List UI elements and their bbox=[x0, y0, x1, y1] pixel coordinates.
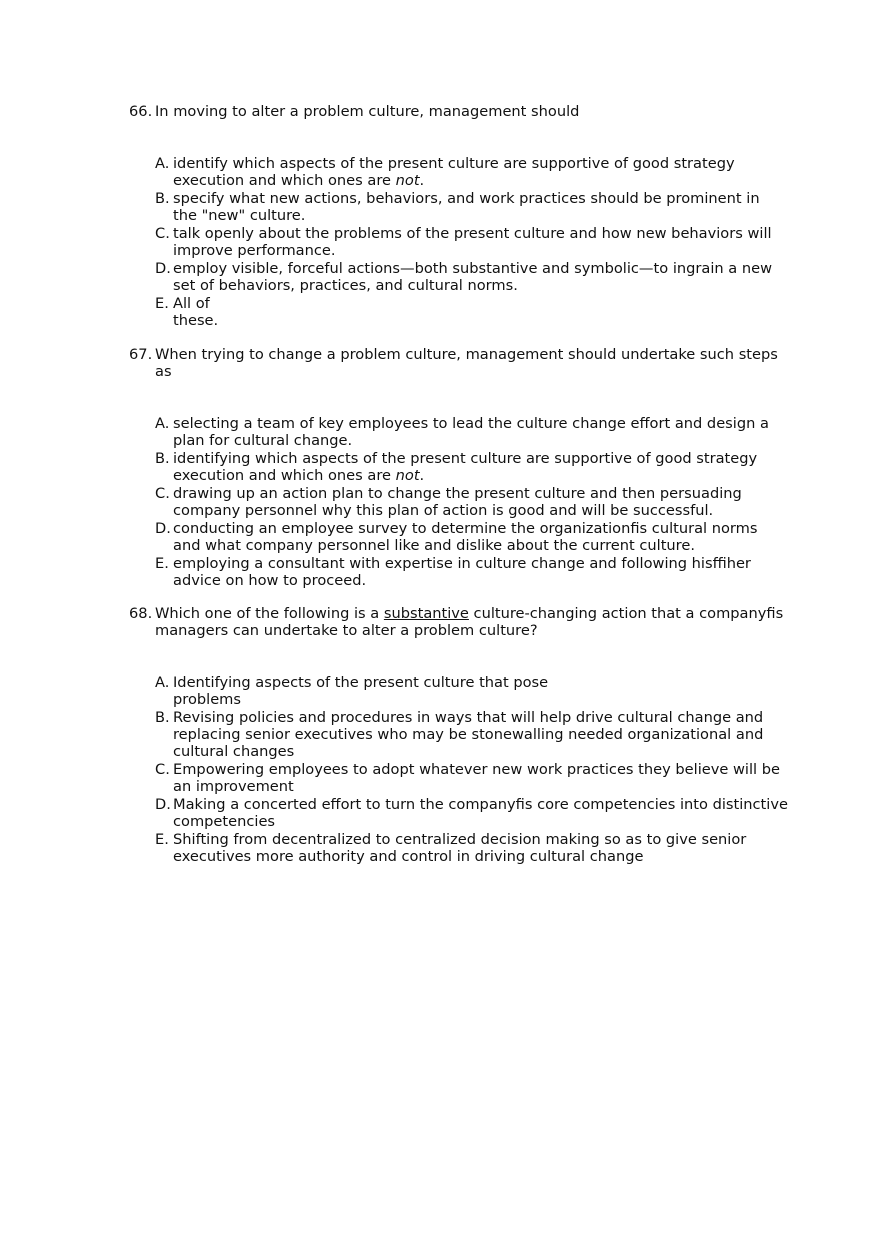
option-text: Making a concerted effort to turn the companyfis core competencies into distinctive competencies bbox=[173, 796, 788, 830]
option-b bbox=[155, 450, 773, 484]
option-a bbox=[155, 155, 743, 189]
option-letter: A. bbox=[155, 415, 170, 432]
option-text: employing a consultant with expertise in culture change and following hisffiher advice on how to proceed. bbox=[173, 555, 751, 589]
option-letter: B. bbox=[155, 709, 170, 726]
option-d bbox=[155, 520, 773, 554]
answer-options bbox=[155, 674, 789, 865]
option-text-line-1: All of bbox=[173, 295, 210, 312]
option-text: identifying which aspects of the present culture are supportive of good strategy execution and which ones are not. bbox=[173, 450, 758, 484]
question-number: 68. bbox=[129, 605, 153, 622]
question-66 bbox=[129, 103, 789, 330]
option-letter: D. bbox=[155, 520, 171, 537]
option-text: Revising policies and procedures in ways that will help drive cultural change and replacing senior executives who may be stonewalling needed organizational and cultural changes bbox=[173, 709, 764, 760]
option-text: conducting an employee survey to determine the organizationfis cultural norms and what company personnel like and dislike about the current culture. bbox=[173, 520, 758, 554]
option-c bbox=[155, 225, 783, 259]
option-letter: C. bbox=[155, 485, 170, 502]
option-text: talk openly about the problems of the present culture and how new behaviors will improve performance. bbox=[173, 225, 772, 259]
option-letter: E. bbox=[155, 831, 169, 848]
option-letter: B. bbox=[155, 190, 170, 207]
option-a bbox=[155, 674, 789, 708]
option-letter: D. bbox=[155, 796, 171, 813]
option-text-line-2: problems bbox=[173, 691, 241, 708]
option-letter: B. bbox=[155, 450, 170, 467]
question-text: When trying to change a problem culture, management should undertake such steps as bbox=[155, 346, 778, 380]
option-c bbox=[155, 761, 791, 795]
question-stem bbox=[129, 346, 785, 380]
question-68 bbox=[129, 605, 789, 866]
option-text: Empowering employees to adopt whatever new work practices they believe will be an improvement bbox=[173, 761, 780, 795]
option-e bbox=[155, 295, 789, 329]
option-c bbox=[155, 485, 753, 519]
option-letter: A. bbox=[155, 155, 170, 172]
option-text: drawing up an action plan to change the present culture and then persuading company personnel why this plan of action is good and will be successful. bbox=[173, 485, 742, 519]
option-d bbox=[155, 260, 788, 294]
option-letter: A. bbox=[155, 674, 170, 691]
option-letter: E. bbox=[155, 555, 169, 572]
option-letter: D. bbox=[155, 260, 171, 277]
answer-options bbox=[155, 155, 789, 329]
option-letter: C. bbox=[155, 761, 170, 778]
option-e bbox=[155, 831, 773, 865]
option-a bbox=[155, 415, 778, 449]
question-text: Which one of the following is a substantive culture-changing action that a companyfis managers can undertake to alter a problem culture? bbox=[155, 605, 784, 639]
question-number: 67. bbox=[129, 346, 153, 363]
option-e bbox=[155, 555, 773, 589]
option-text: specify what new actions, behaviors, and work practices should be prominent in the "new" culture. bbox=[173, 190, 760, 224]
option-text-line-1: Identifying aspects of the present culture that pose bbox=[173, 674, 549, 691]
option-text: Shifting from decentralized to centralized decision making so as to give senior executives more authority and control in driving cultural change bbox=[173, 831, 747, 865]
question-stem bbox=[129, 605, 785, 639]
question-text: In moving to alter a problem culture, management should bbox=[155, 103, 580, 120]
option-text: identify which aspects of the present culture are supportive of good strategy execution and which ones are not. bbox=[173, 155, 735, 189]
option-text: selecting a team of key employees to lead the culture change effort and design a plan for cultural change. bbox=[173, 415, 769, 449]
option-text: employ visible, forceful actions—both substantive and symbolic—to ingrain a new set of behaviors, practices, and cultural norms. bbox=[173, 260, 773, 294]
answer-options bbox=[155, 415, 789, 589]
option-b bbox=[155, 709, 783, 760]
question-number: 66. bbox=[129, 103, 153, 120]
option-b bbox=[155, 190, 773, 224]
option-text-line-2: these. bbox=[173, 312, 219, 329]
option-letter: C. bbox=[155, 225, 170, 242]
question-67 bbox=[129, 346, 789, 590]
option-letter: E. bbox=[155, 295, 169, 312]
question-stem bbox=[129, 103, 789, 120]
option-d bbox=[155, 796, 803, 830]
